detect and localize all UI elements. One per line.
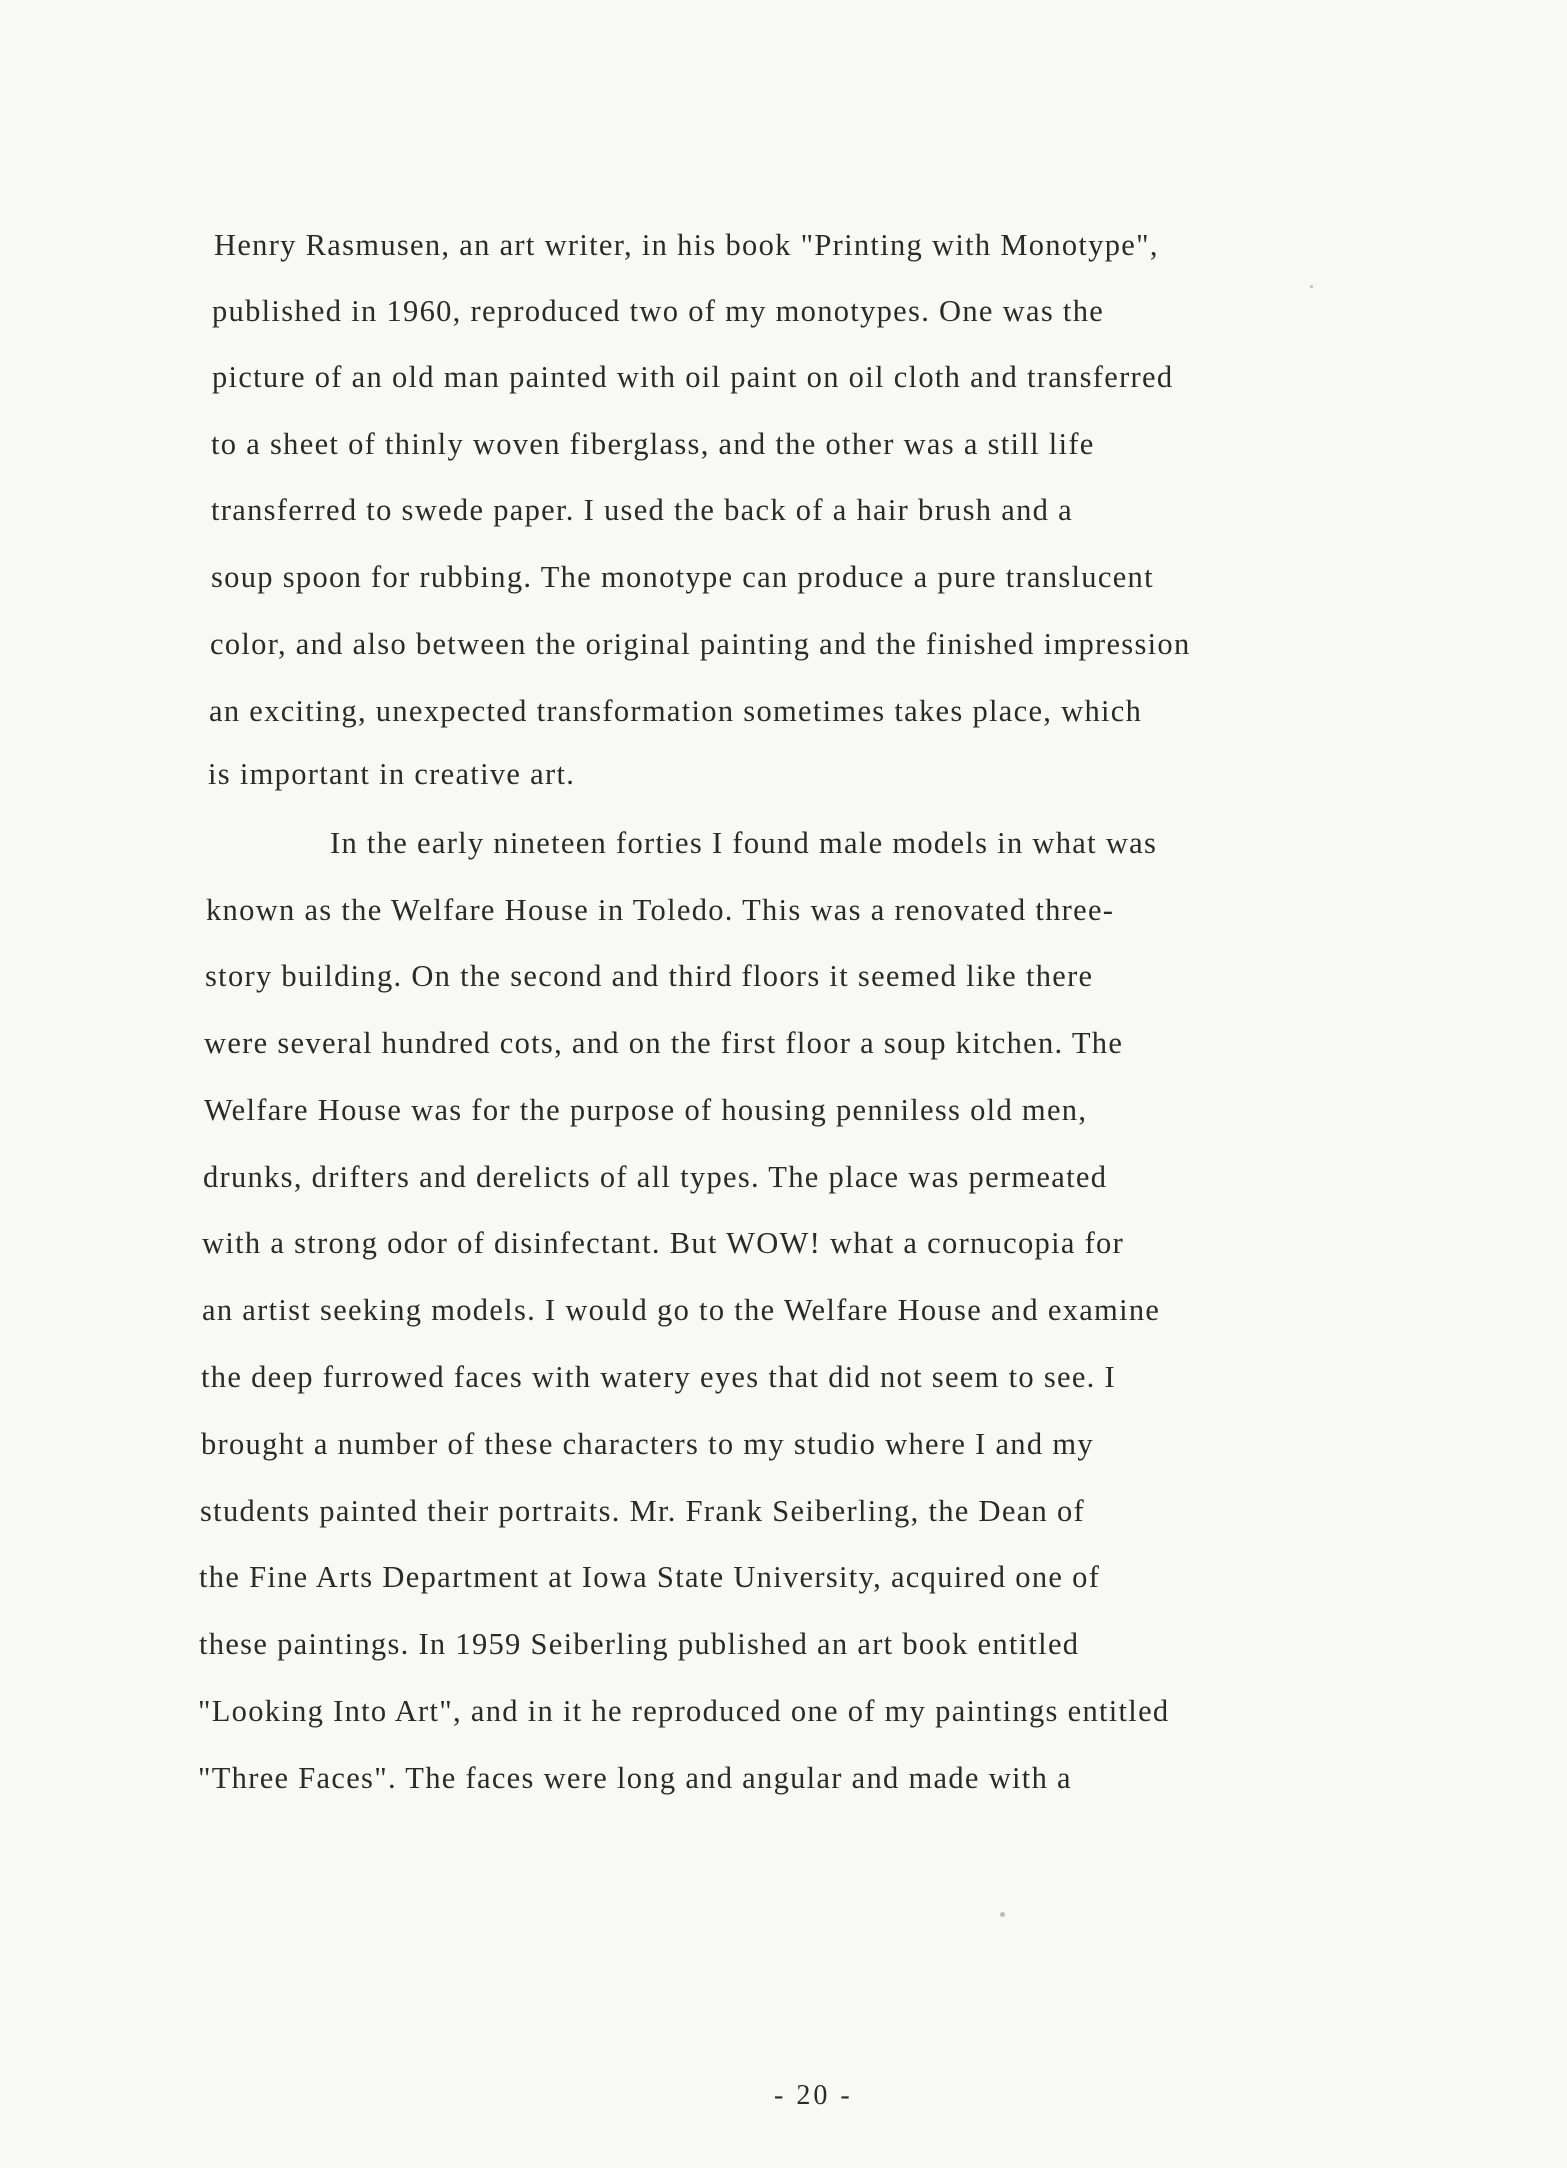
text-line: soup spoon for rubbing. The monotype can produce a pure translucent <box>211 560 1154 594</box>
scan-speck <box>1000 1912 1005 1917</box>
text-line: were several hundred cots, and on the first floor a soup kitchen. The <box>204 1026 1124 1060</box>
scan-speck <box>1310 285 1313 288</box>
page-number: - 20 - <box>774 2080 853 2111</box>
text-line: drunks, drifters and derelicts of all types. The place was permeated <box>203 1160 1108 1194</box>
text-line: "Looking Into Art", and in it he reproduced one of my paintings entitled <box>198 1694 1170 1728</box>
text-line: an exciting, unexpected transformation sometimes takes place, which <box>209 694 1143 728</box>
text-line: color, and also between the original painting and the finished impression <box>210 627 1191 661</box>
text-line: transferred to swede paper. I used the back of a hair brush and a <box>211 493 1073 527</box>
text-line: known as the Welfare House in Toledo. This was a renovated three- <box>206 893 1115 927</box>
text-line: the Fine Arts Department at Iowa State University, acquired one of <box>199 1560 1101 1594</box>
text-line: these paintings. In 1959 Seiberling published an art book entitled <box>199 1627 1080 1661</box>
text-line: "Three Faces". The faces were long and angular and made with a <box>198 1761 1072 1795</box>
text-line: story building. On the second and third floors it seemed like there <box>205 959 1094 993</box>
text-line: Henry Rasmusen, an art writer, in his book "Printing with Monotype", <box>214 228 1159 262</box>
text-line: to a sheet of thinly woven fiberglass, and the other was a still life <box>211 427 1095 461</box>
text-line: picture of an old man painted with oil paint on oil cloth and transferred <box>212 360 1174 394</box>
text-line: with a strong odor of disinfectant. But WOW! what a cornucopia for <box>202 1226 1125 1260</box>
text-line: is important in creative art. <box>208 757 576 791</box>
text-line: In the early nineteen forties I found male models in what was <box>330 826 1158 860</box>
text-line: Welfare House was for the purpose of housing penniless old men, <box>204 1093 1088 1127</box>
text-line: an artist seeking models. I would go to the Welfare House and examine <box>202 1293 1161 1327</box>
text-line: published in 1960, reproduced two of my monotypes. One was the <box>212 294 1105 328</box>
text-line: brought a number of these characters to my studio where I and my <box>201 1427 1094 1461</box>
text-line: students painted their portraits. Mr. Frank Seiberling, the Dean of <box>200 1494 1086 1528</box>
text-line: the deep furrowed faces with watery eyes that did not seem to see. I <box>201 1360 1116 1394</box>
